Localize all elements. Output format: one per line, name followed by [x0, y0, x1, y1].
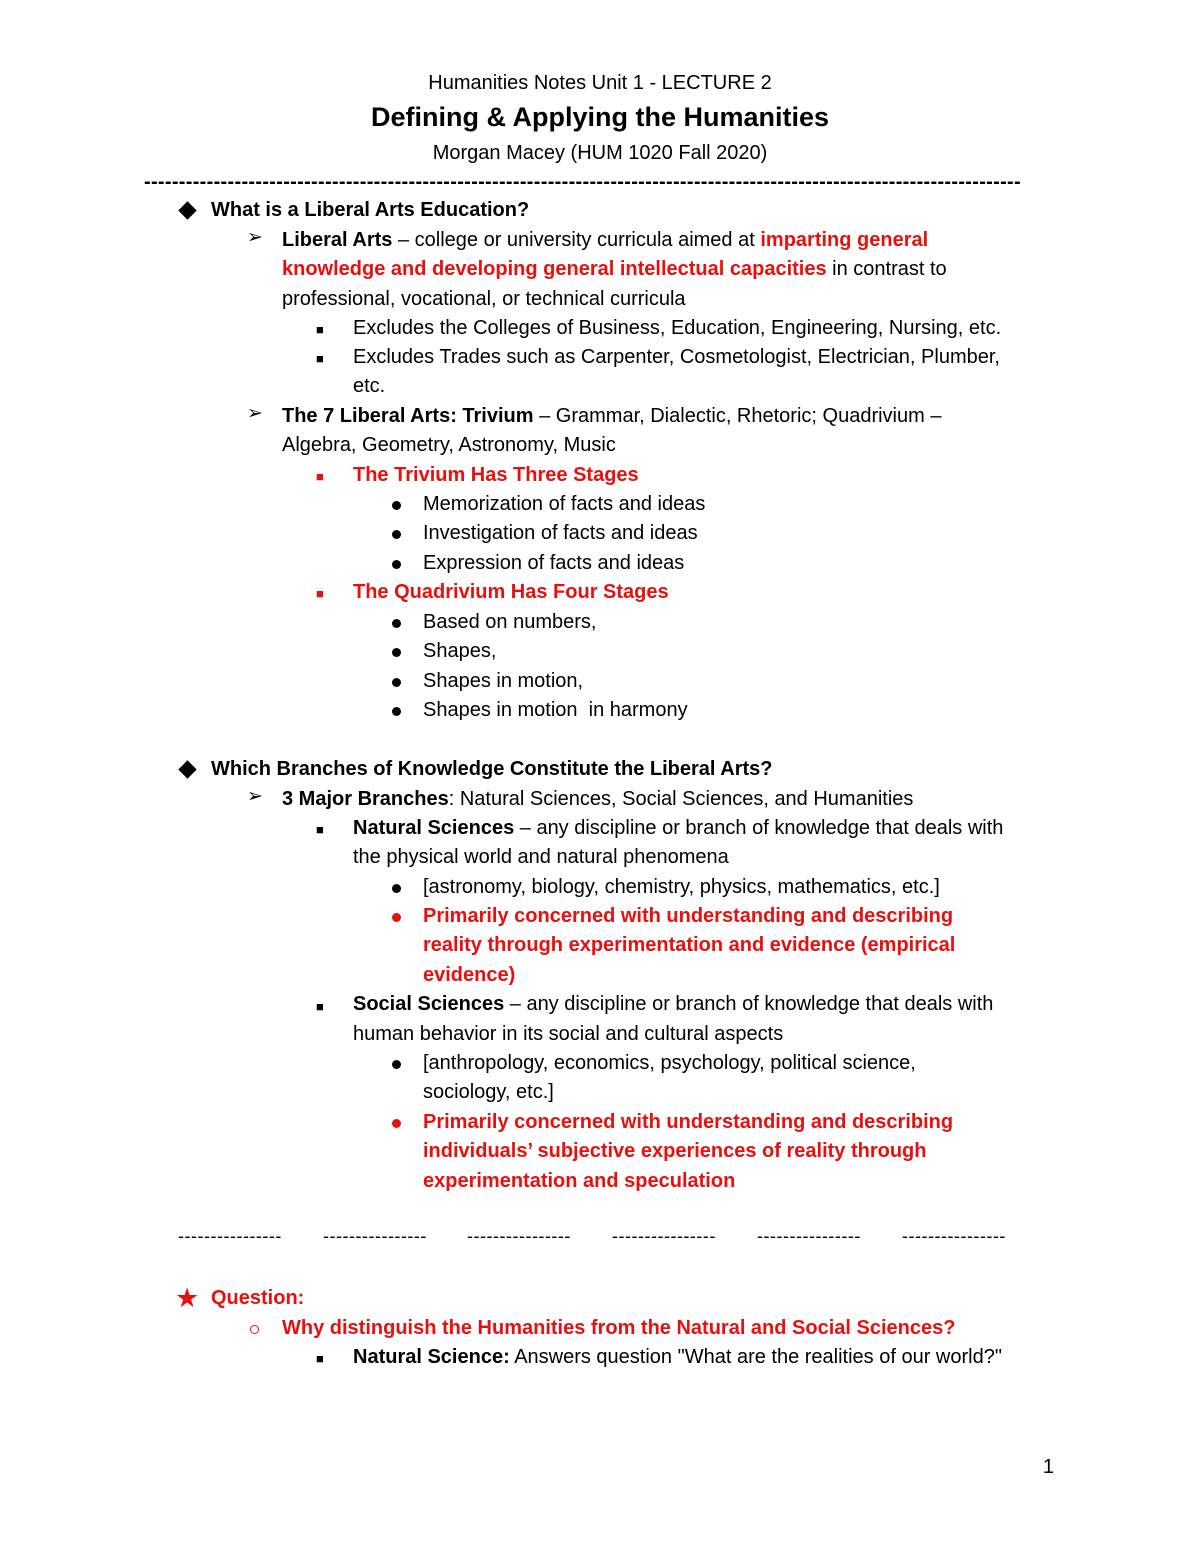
social-sciences-highlight: individuals’ subjective experiences of reality through: [423, 1140, 927, 1162]
liberal-arts-definition-line2: [282, 255, 947, 285]
dot-bullet-icon: [392, 619, 401, 628]
dash-separator: ----------------: [612, 1226, 716, 1246]
diamond-bullet-icon: [178, 201, 196, 219]
question-label: Question:: [211, 1287, 305, 1309]
square-bullet-icon: ■: [316, 1351, 324, 1366]
dot-bullet-icon: [392, 707, 401, 716]
quadrivium-stage: Shapes,: [423, 640, 497, 662]
natural-sciences-term: Natural Sciences: [353, 817, 515, 839]
exclusion-item-continued: etc.: [353, 375, 386, 397]
dash-separator: ----------------: [902, 1226, 1006, 1246]
square-bullet-icon: ■: [316, 351, 324, 366]
arrow-bullet-icon: ➢: [247, 403, 263, 424]
dash-separator: ----------------: [467, 1226, 571, 1246]
exclusion-item: Excludes the Colleges of Business, Education, Engineering, Nursing, etc.: [353, 317, 1002, 339]
question-text: Why distinguish the Humanities from the Natural and Social Sciences?: [282, 1317, 956, 1339]
definition-text: in contrast to: [826, 258, 947, 280]
natural-sciences-highlight: evidence): [423, 964, 516, 986]
social-sciences-highlight: Primarily concerned with understanding and describing: [423, 1111, 954, 1133]
circle-bullet-icon: [250, 1325, 259, 1334]
liberal-arts-definition-line3: professional, vocational, or technical curricula: [282, 288, 686, 310]
arrow-bullet-icon: ➢: [247, 786, 263, 807]
quadrivium-heading: The Quadrivium Has Four Stages: [353, 581, 669, 603]
exclusion-item: Excludes Trades such as Carpenter, Cosmetologist, Electrician, Plumber,: [353, 346, 1000, 368]
natural-sciences-list: [astronomy, biology, chemistry, physics, mathematics, etc.]: [423, 876, 940, 898]
dot-bullet-icon: [392, 501, 401, 510]
liberal-arts-term: Liberal Arts: [282, 229, 393, 251]
major-branches-line: [282, 785, 913, 815]
definition-text: – college or university curricula aimed at: [392, 229, 761, 251]
seven-liberal-arts-text: – Grammar, Dialectic, Rhetoric; Quadrivium –: [533, 405, 942, 427]
quadrivium-stage: Shapes in motion,: [423, 670, 584, 692]
natural-sciences-highlight: reality through experimentation and evidence (empirical: [423, 934, 956, 956]
dash-separator: ----------------: [757, 1226, 861, 1246]
arrow-bullet-icon: ➢: [247, 227, 263, 248]
dash-separator: ----------------: [323, 1226, 427, 1246]
page-title: Defining & Applying the Humanities: [370, 102, 829, 132]
social-sciences-highlight: experimentation and speculation: [423, 1170, 736, 1192]
social-sciences-list: [anthropology, economics, psychology, political science,: [423, 1052, 916, 1074]
section-heading-liberal-arts: What is a Liberal Arts Education?: [211, 199, 530, 221]
section-heading-branches: Which Branches of Knowledge Constitute the Liberal Arts?: [211, 758, 773, 780]
diamond-bullet-icon: [178, 760, 196, 778]
social-sciences-term: Social Sciences: [353, 993, 505, 1015]
dot-bullet-icon: [392, 648, 401, 657]
red-dot-bullet-icon: [392, 1119, 401, 1128]
trivium-stage: Investigation of facts and ideas: [423, 522, 698, 544]
trivium-stage: Memorization of facts and ideas: [423, 493, 706, 515]
natural-science-term: Natural Science:: [353, 1346, 510, 1368]
square-bullet-icon: ■: [316, 586, 324, 601]
natural-sciences-highlight: Primarily concerned with understanding and describing: [423, 905, 954, 927]
square-bullet-icon: ■: [316, 999, 324, 1014]
natural-sciences-line2: the physical world and natural phenomena: [353, 846, 729, 868]
trivium-heading: The Trivium Has Three Stages: [353, 464, 639, 486]
dash-separator: ----------------: [178, 1226, 282, 1246]
natural-science-answer: [353, 1343, 1002, 1373]
quadrivium-stage: Shapes in motion in harmony: [423, 699, 688, 721]
dot-bullet-icon: [392, 884, 401, 893]
social-sciences-line1: [353, 990, 993, 1020]
dot-bullet-icon: [392, 560, 401, 569]
social-sciences-line2: human behavior in its social and cultural aspects: [353, 1023, 784, 1045]
dot-bullet-icon: [392, 678, 401, 687]
quadrivium-stage: Based on numbers,: [423, 611, 597, 633]
seven-liberal-arts-term: The 7 Liberal Arts: Trivium: [282, 405, 534, 427]
separator-rule: ------------------------------------------------------------------------------------------------------------------------------: [144, 171, 1021, 193]
seven-liberal-arts-line1: [282, 402, 941, 432]
trivium-stage: Expression of facts and ideas: [423, 552, 685, 574]
major-branches-term: 3 Major Branches: [282, 788, 449, 810]
course-unit-label: Humanities Notes Unit 1 - LECTURE 2: [428, 72, 772, 94]
square-bullet-icon: ■: [316, 322, 324, 337]
natural-science-text: Answers question "What are the realities of our world?": [509, 1346, 1002, 1368]
red-dot-bullet-icon: [392, 913, 401, 922]
natural-sciences-text: – any discipline or branch of knowledge that deals with: [514, 817, 1004, 839]
social-sciences-text: – any discipline or branch of knowledge that deals with: [504, 993, 994, 1015]
square-bullet-icon: ■: [316, 469, 324, 484]
major-branches-text: : Natural Sciences, Social Sciences, and Humanities: [448, 788, 914, 810]
star-icon: ★: [175, 1283, 200, 1313]
highlight-text: imparting general: [760, 229, 929, 251]
natural-sciences-line1: [353, 814, 1003, 844]
page-number: 1: [1042, 1456, 1054, 1478]
dot-bullet-icon: [392, 1060, 401, 1069]
dot-bullet-icon: [392, 530, 401, 539]
liberal-arts-definition-line1: [282, 226, 928, 256]
square-bullet-icon: ■: [316, 822, 324, 837]
seven-liberal-arts-line2: Algebra, Geometry, Astronomy, Music: [282, 434, 616, 456]
social-sciences-list: sociology, etc.]: [423, 1081, 554, 1103]
author-line: Morgan Macey (HUM 1020 Fall 2020): [432, 142, 768, 164]
highlight-text: knowledge and developing general intellectual capacities: [282, 258, 827, 280]
